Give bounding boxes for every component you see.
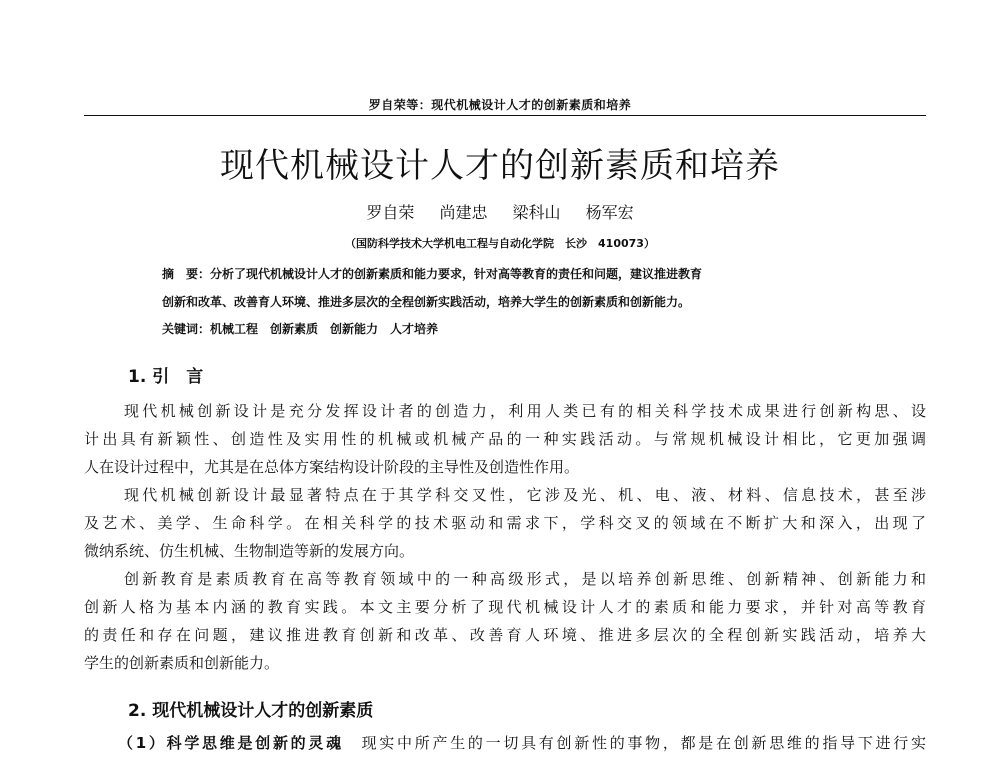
abstract-line: 创新和改革、改善育人环境、推进多层次的全程创新实践活动，培养大学生的创新素质和创新能力。 (162, 295, 691, 309)
item-text: 现实中所产生的一切具有创新性的事物，都是在创新思维的指导下进行实 (361, 734, 926, 752)
paragraph-line: 创新教育是素质教育在高等教育领域中的一种高级形式，是以培养创新思维、创新精神、创新能力和 (124, 570, 926, 588)
item-label: （1）科学思维是创新的灵魂 (118, 734, 344, 752)
paragraph-line (118, 729, 926, 757)
paragraph-line: 创新人格为基本内涵的教育实践。本文主要分析了现代机械设计人才的素质和能力要求，并针对高等教育 (84, 598, 926, 616)
author-list (0, 200, 1000, 223)
author-name: 罗自荣 (366, 203, 415, 222)
paragraph-line: 微纳系统、仿生机械、生物制造等新的发展方向。 (84, 542, 415, 560)
affiliation: （国防科学技术大学机电工程与自动化学院 长沙 410073） (345, 237, 655, 250)
section-heading-introduction: 1. 引 言 (128, 367, 204, 387)
paragraph-line: 的责任和存在问题，建议推进教育创新和改革、改善育人环境、推进多层次的全程创新实践活动，培养大 (84, 626, 926, 644)
paragraph-line: 现代机械创新设计最显著特点在于其学科交叉性，它涉及光、机、电、液、材料、信息技术，甚至涉 (124, 486, 926, 504)
author-name: 尚建忠 (439, 203, 488, 222)
abstract-line: 摘 要：分析了现代机械设计人才的创新素质和能力要求，针对高等教育的责任和问题，建议推进教育 (162, 267, 703, 281)
paragraph-line: 人在设计过程中，尤其是在总体方案结构设计阶段的主导性及创造性作用。 (84, 458, 580, 476)
paragraph-line: 现代机械创新设计是充分发挥设计者的创造力，利用人类已有的相关科学技术成果进行创新构思、设 (124, 402, 926, 420)
section-heading-innovation-quality: 2. 现代机械设计人才的创新素质 (128, 701, 374, 721)
header-rule (84, 115, 926, 116)
paper-title: 现代机械设计人才的创新素质和培养 (220, 146, 780, 186)
paragraph-line: 计出具有新颖性、创造性及实用性的机械或机械产品的一种实践活动。与常规机械设计相比，它更加强调 (84, 430, 926, 448)
paragraph-line: 及艺术、美学、生命科学。在相关科学的技术驱动和需求下，学科交叉的领域在不断扩大和深入，出现了 (84, 514, 926, 532)
keywords-line: 关键词：机械工程 创新素质 创新能力 人才培养 (162, 322, 439, 336)
paragraph-line: 学生的创新素质和创新能力。 (84, 654, 280, 672)
author-name: 梁科山 (512, 203, 561, 222)
author-name: 杨军宏 (585, 203, 634, 222)
running-header: 罗自荣等：现代机械设计人才的创新素质和培养 (368, 98, 632, 112)
